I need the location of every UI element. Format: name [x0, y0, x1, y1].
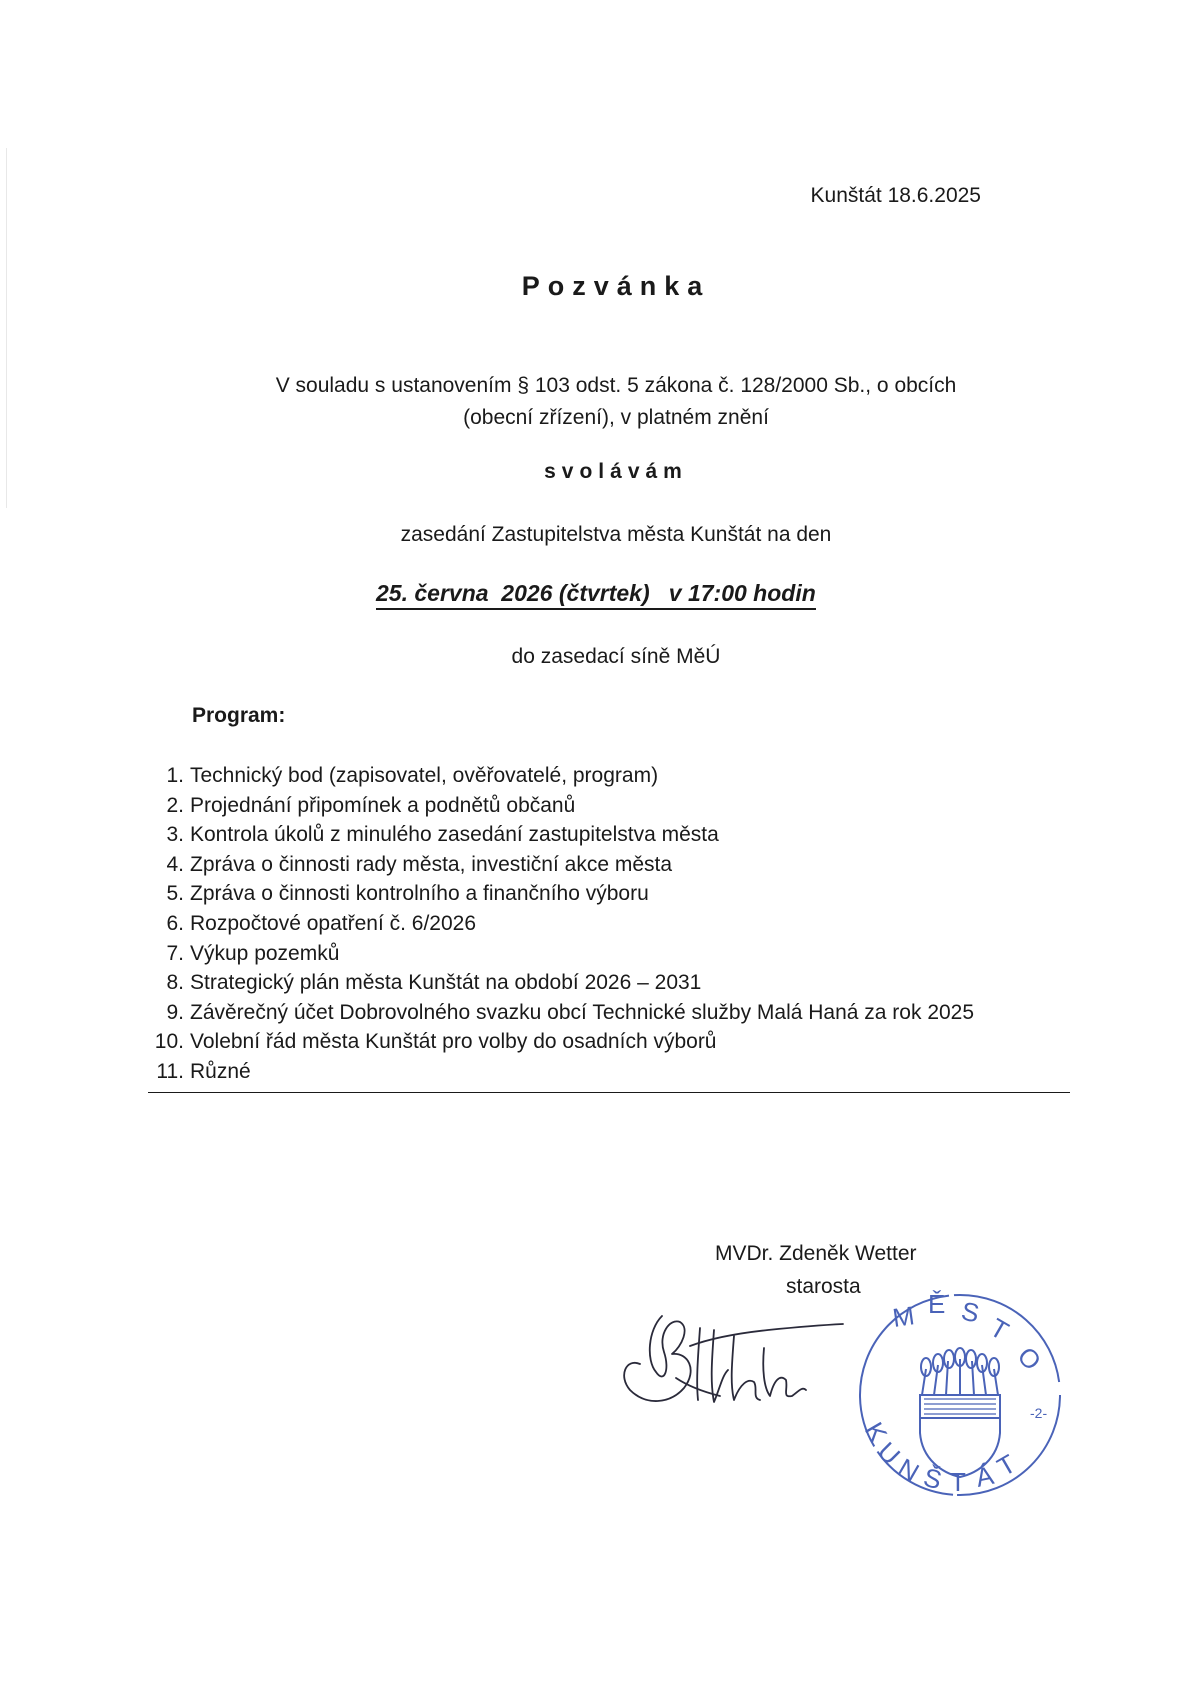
- svg-text:N: N: [893, 1452, 925, 1488]
- legal-basis: [0, 370, 1200, 434]
- agenda-item-text: Závěrečný účet Dobrovolného svazku obcí Technické služby Malá Haná za rok 2025: [190, 1000, 975, 1024]
- place-date: Kunštát 18.6.2025: [810, 184, 981, 207]
- agenda-list: [150, 761, 974, 1087]
- agenda-item: [150, 909, 974, 939]
- agenda-item: [150, 761, 974, 791]
- handwritten-signature: [618, 1300, 848, 1425]
- agenda-item: [150, 1027, 974, 1057]
- meeting-place: do zasedací síně MěÚ: [511, 645, 721, 668]
- agenda-item-text: Kontrola úkolů z minulého zasedání zastupitelstva města: [190, 823, 719, 847]
- svg-text:M: M: [890, 1300, 917, 1333]
- svg-text:T: T: [950, 1467, 966, 1497]
- agenda-item: [150, 791, 974, 821]
- agenda-item-text: Volební řád města Kunštát pro volby do osadních výborů: [190, 1030, 717, 1054]
- agenda-item-text: Různé: [190, 1059, 251, 1083]
- agenda-item-text: Rozpočtové opatření č. 6/2026: [190, 911, 477, 935]
- stamp-number: -2-: [1030, 1405, 1048, 1421]
- legal-basis-line-1: V souladu s ustanovením § 103 odst. 5 zákona č. 128/2000 Sb., o obcích: [275, 374, 957, 397]
- meeting-date-time: 25. června 2026 (čtvrtek) v 17:00 hodin: [376, 580, 816, 610]
- agenda-item-text: Zpráva o činnosti rady města, investiční akce města: [190, 852, 673, 876]
- agenda-item-number: 7.: [166, 941, 184, 965]
- svg-text:T: T: [992, 1448, 1021, 1483]
- agenda-item: [150, 820, 974, 850]
- svg-text:Á: Á: [973, 1459, 997, 1493]
- agenda-item-text: Zpráva o činnosti kontrolního a finančního výboru: [190, 882, 649, 906]
- agenda-item: [150, 998, 974, 1028]
- agenda-item: [150, 879, 974, 909]
- convene-heading: svolávám: [544, 460, 688, 483]
- agenda-item-number: 10.: [154, 1030, 184, 1054]
- svg-text:T: T: [985, 1312, 1014, 1347]
- agenda-item-text: Strategický plán města Kunštát na období 2026 – 2031: [190, 971, 702, 995]
- document-title: Pozvánka: [521, 271, 711, 301]
- svg-text:O: O: [1011, 1340, 1048, 1377]
- agenda-item-number: 3.: [166, 823, 184, 847]
- signer-role: starosta: [786, 1275, 861, 1298]
- scan-margin-mark: [6, 148, 7, 508]
- agenda-item-text: Projednání připomínek a podnětů občanů: [190, 793, 576, 817]
- agenda-item: [150, 968, 974, 998]
- agenda-item-number: 6.: [166, 911, 184, 935]
- agenda-item: [150, 939, 974, 969]
- agenda-item-number: 1.: [166, 764, 184, 787]
- agenda-item-number: 8.: [166, 971, 184, 995]
- agenda-item-number: 5.: [166, 882, 184, 906]
- svg-text:U: U: [871, 1436, 907, 1471]
- agenda-item: [150, 1057, 974, 1087]
- program-label: Program:: [192, 704, 286, 727]
- svg-text:Š: Š: [920, 1461, 945, 1496]
- agenda-item: [150, 850, 974, 880]
- svg-text:K: K: [858, 1417, 894, 1448]
- divider: [148, 1092, 1070, 1093]
- legal-basis-line-2: (obecní zřízení), v platném znění: [463, 406, 769, 429]
- agenda-item-number: 9.: [166, 1000, 184, 1024]
- agenda-item-text: Výkup pozemků: [190, 941, 340, 965]
- meeting-description: zasedání Zastupitelstva města Kunštát na den: [400, 523, 832, 546]
- agenda-item-number: 2.: [166, 793, 184, 817]
- city-stamp: [848, 1283, 1073, 1508]
- agenda-item-text: Technický bod (zapisovatel, ověřovatelé, program): [190, 764, 659, 787]
- agenda-item-number: 4.: [166, 852, 184, 876]
- agenda-item-number: 11.: [156, 1059, 184, 1083]
- signer-name: MVDr. Zdeněk Wetter: [715, 1242, 917, 1265]
- svg-text:Ě: Ě: [928, 1289, 946, 1319]
- svg-text:S: S: [958, 1295, 982, 1329]
